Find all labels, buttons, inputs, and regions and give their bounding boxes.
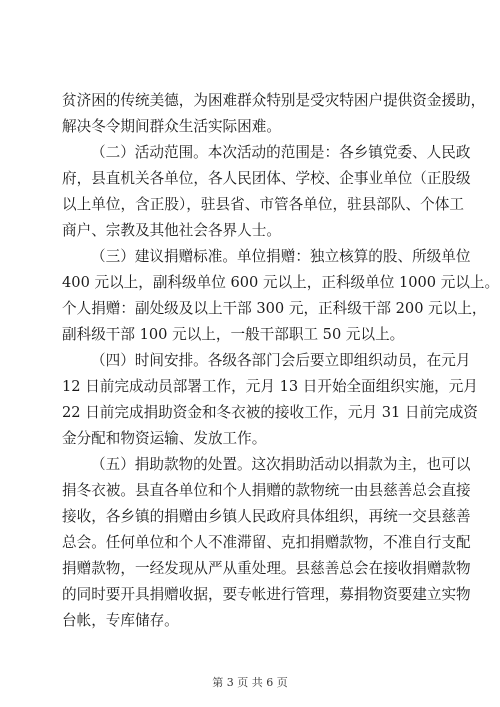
paragraph-disposal [62, 452, 471, 634]
text-line: （五）捐助款物的处置。这次捐助活动以捐款为主，也可以 [91, 456, 471, 473]
text-line: 12 日前完成动员部署工作，元月 13 日开始全面组织实施，元月 [62, 378, 478, 395]
text-line: 台帐，专库储存。 [62, 612, 179, 629]
paragraph-donation-standard [62, 244, 500, 348]
text-line: 以上单位，含正股），驻县省、市管各单位，驻县部队、个体工 [62, 196, 464, 213]
text-line: 副科级干部 100 元以上，一般干部职工 50 元以上。 [62, 326, 405, 343]
paragraph-schedule [62, 348, 478, 452]
text-line: 商户、宗教及其他社会各界人士。 [62, 222, 281, 239]
text-line: 解决冬令期间群众生活实际困难。 [62, 118, 281, 135]
text-line: （二）活动范围。本次活动的范围是：各乡镇党委、人民政 [91, 144, 471, 161]
text-line: 总会。任何单位和个人不准滞留、克扣捐赠款物，不准自行支配 [62, 534, 471, 551]
paragraph-intro [62, 88, 486, 140]
text-line: 个人捐赠：副处级及以上干部 300 元，正科级干部 200 元以上， [62, 300, 487, 317]
text-line: 金分配和物资运输、发放工作。 [62, 430, 267, 447]
text-line: 接收，各乡镇的捐赠由乡镇人民政府具体组织，再统一交县慈善 [62, 508, 471, 525]
paragraph-activity-scope [62, 140, 471, 244]
text-line: （四）时间安排。各级各部门会后要立即组织动员，在元月 [91, 352, 471, 369]
text-line: 22 日前完成捐助资金和冬衣被的接收工作，元月 31 日前完成资 [62, 404, 478, 421]
text-line: （三）建议捐赠标准。单位捐赠：独立核算的股、所级单位 [91, 248, 471, 265]
text-line: 捐赠款物，一经发现从严从重处理。县慈善总会在接收捐赠款物 [62, 560, 471, 577]
text-line: 400 元以上，副科级单位 600 元以上，正科级单位 1000 元以上。 [62, 274, 500, 291]
text-line: 的同时要开具捐赠收据，要专帐进行管理，募捐物资要建立实物 [62, 586, 471, 603]
text-line: 贫济困的传统美德，为困难群众特别是受灾特困户提供资金援助， [62, 92, 486, 109]
page-number-footer: 第 3 页 共 6 页 [212, 676, 288, 689]
text-line: 府，县直机关各单位，各人民团体、学校、企事业单位（正股级 [62, 170, 471, 187]
document-body [62, 88, 500, 634]
text-line: 捐冬衣被。县直各单位和个人捐赠的款物统一由县慈善总会直接 [62, 482, 471, 499]
